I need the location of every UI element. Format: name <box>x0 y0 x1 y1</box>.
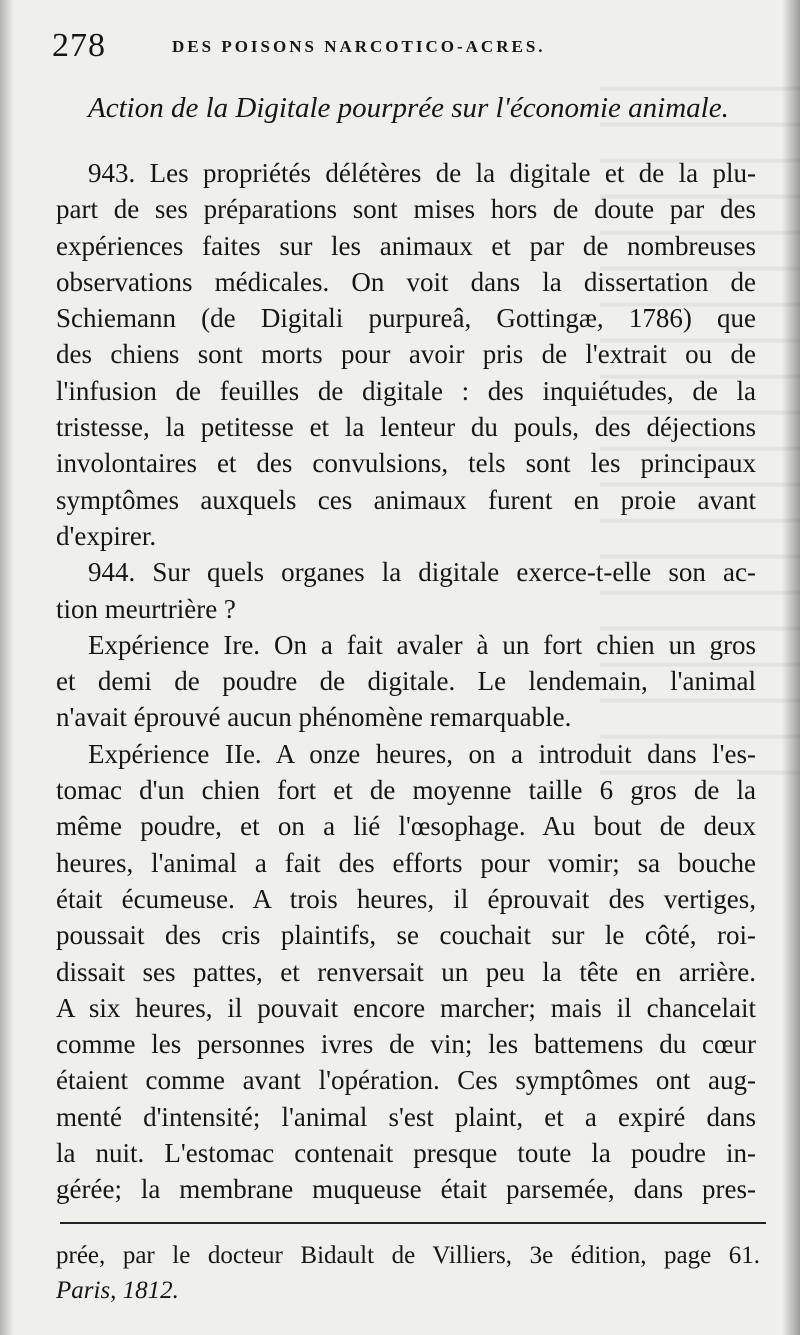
text-line: gérée; la membrane muqueuse était parsemée, dans pres- <box>56 1174 756 1205</box>
running-title: DES POISONS NARCOTICO-ACRES. <box>172 37 546 56</box>
text-line: menté d'intensité; l'animal s'est plaint, et a expiré dans <box>56 1101 756 1132</box>
text-line: heures, l'animal a fait des efforts pour vomir; sa bouche <box>56 847 756 878</box>
text-line: dissait ses pattes, et renversait un peu la tête en arrière. <box>56 956 756 987</box>
text-line: Schiemann (de Digitali purpureâ, Gottingæ, 1786) que <box>56 303 756 334</box>
text-line: étaient comme avant l'opération. Ces symptômes ont aug- <box>56 1065 756 1096</box>
text-line: même poudre, et on a lié l'œsophage. Au bout de deux <box>56 811 756 842</box>
text-line: involontaires et des convulsions, tels sont les principaux <box>56 448 756 479</box>
section-title: Action de la Digitale pourprée sur l'économie animale. <box>88 92 729 124</box>
text-line: expériences faites sur les animaux et par de nombreuses <box>56 230 756 261</box>
text-line: part de ses préparations sont mises hors de doute par des <box>56 194 756 225</box>
footnote-line: Paris, 1812. <box>56 1277 179 1304</box>
text-line: Expérience Ire. On a fait avaler à un fort chien un gros <box>88 629 756 660</box>
text-line: tomac d'un chien fort et de moyenne taille 6 gros de la <box>56 775 756 806</box>
text-line: d'expirer. <box>56 520 157 551</box>
text-line: comme les personnes ivres de vin; les battemens du cœur <box>56 1029 756 1060</box>
text-line: 943. Les propriétés délétères de la digitale et de la plu- <box>88 158 756 188</box>
text-line: la nuit. L'estomac contenait presque toute la poudre in- <box>56 1138 756 1169</box>
text-line: poussait des cris plaintifs, se couchait sur le côté, roi- <box>56 920 756 951</box>
text-line: des chiens sont morts pour avoir pris de l'extrait ou de <box>56 339 756 370</box>
text-line: observations médicales. On voit dans la dissertation de <box>56 266 756 297</box>
gutter-shadow <box>0 0 14 1335</box>
text-line: et demi de poudre de digitale. Le lendemain, l'animal <box>56 666 756 697</box>
text-line: n'avait éprouvé aucun phénomène remarquable. <box>56 702 572 733</box>
text-line: Expérience IIe. A onze heures, on a introduit dans l'es- <box>88 738 756 769</box>
text-line: symptômes auxquels ces animaux furent en proie avant <box>56 484 756 515</box>
text-line: était écumeuse. A trois heures, il éprouvait des vertiges, <box>56 883 756 914</box>
body-text <box>56 155 756 1208</box>
text-line: A six heures, il pouvait encore marcher; mais il chancelait <box>56 992 756 1023</box>
footnote-line: prée, par le docteur Bidault de Villiers, 3e édition, page 61. <box>56 1242 760 1269</box>
footnote-divider <box>60 1222 766 1224</box>
running-head <box>52 26 752 66</box>
text-line: tion meurtrière ? <box>56 593 236 624</box>
page-edge-shadow <box>782 0 800 1335</box>
text-line: tristesse, la petitesse et la lenteur du pouls, des déjections <box>56 412 756 443</box>
footnote-block <box>56 1238 760 1308</box>
text-line: 944. Sur quels organes la digitale exerce-t-elle son ac- <box>88 557 756 588</box>
page-number: 278 <box>52 27 106 64</box>
text-line: l'infusion de feuilles de digitale : des inquiétudes, de la <box>56 375 756 406</box>
